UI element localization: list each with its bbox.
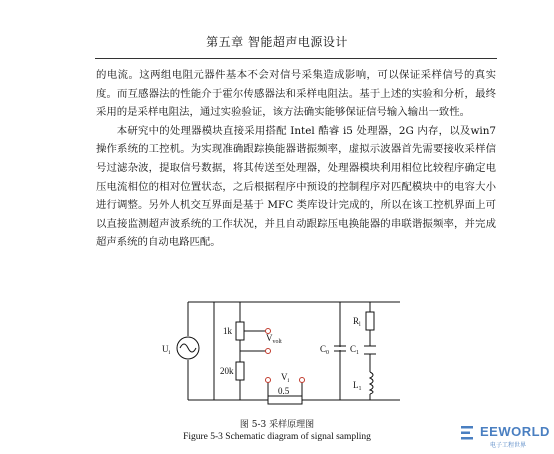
- figure-caption-cn: 图 5-3 采样原理图: [239, 420, 315, 430]
- terminal-vvolt-bottom: [266, 349, 271, 354]
- sampling-circuit-diagram: [162, 296, 408, 416]
- header-rule: [95, 58, 497, 59]
- resistor-20k: [236, 362, 244, 380]
- resistor-0.5: [268, 396, 302, 404]
- inductor-l1: [370, 372, 373, 394]
- resistor-rl: [366, 312, 374, 330]
- figure-caption-en: Figure 5-3 Schematic diagram of signal sampling: [183, 432, 371, 442]
- label-r2: 20k: [220, 366, 234, 376]
- label-rl: $R_l$: [353, 316, 361, 328]
- label-r1: 1k: [223, 326, 232, 336]
- label-vvolt: $V_{volt}$: [266, 333, 282, 345]
- watermark-sub: 电子工程世界: [490, 442, 527, 449]
- paragraph-2: 本研究中的处理器模块直接采用搭配 Intel 酷睿 i5 处理器，2G 内存，以及win7 操作系统的工控机。为实现准确跟踪换能器谐振频率，虚拟示波器首先需要接收采样信号过滤杂波，提取信号数据，将其传送至处理器，处理器模块利用相位比较程序确定电压电流相位的相对位置状态，之后根据程序中预设的控制程序对匹配模块中的电容大小进行调整。另外人机交互界面是基于 MFC 类库设计完成的，所以在该工控机界面上可以直接监测超声波系统的工作状况，并且自动跟踪压电换能器的串联谐振频率，并完成超声系统的自动电路匹配。: [96, 124, 496, 249]
- label-c1: $C_1$: [350, 344, 360, 356]
- label-r3: 0.5: [278, 386, 290, 396]
- watermark-brand: EEWORLD: [480, 424, 550, 439]
- label-vi: $V_i$: [281, 372, 290, 384]
- eeworld-watermark: [460, 422, 550, 450]
- body-text: [96, 66, 496, 252]
- label-l1: $L_1$: [353, 380, 362, 392]
- chapter-header: 第五章 智能超声电源设计: [206, 35, 348, 49]
- eeworld-logo-icon: [460, 424, 478, 442]
- terminal-vi-left: [266, 378, 271, 383]
- label-c0: $C_0$: [320, 344, 330, 356]
- label-source: $U_i$: [162, 344, 171, 356]
- terminal-vi-right: [300, 378, 305, 383]
- paragraph-1: 的电流。这两组电阻元器件基本不会对信号采集造成影响，可以保证采样信号的真实度。而互感器法的性能介于霍尔传感器法和采样电阻法。基于上述的实验和分析，最终采用的是采样电阻法，通过实验验证，该方法确实能够保证信号输入输出一致性。: [96, 69, 496, 119]
- resistor-1k: [236, 322, 244, 340]
